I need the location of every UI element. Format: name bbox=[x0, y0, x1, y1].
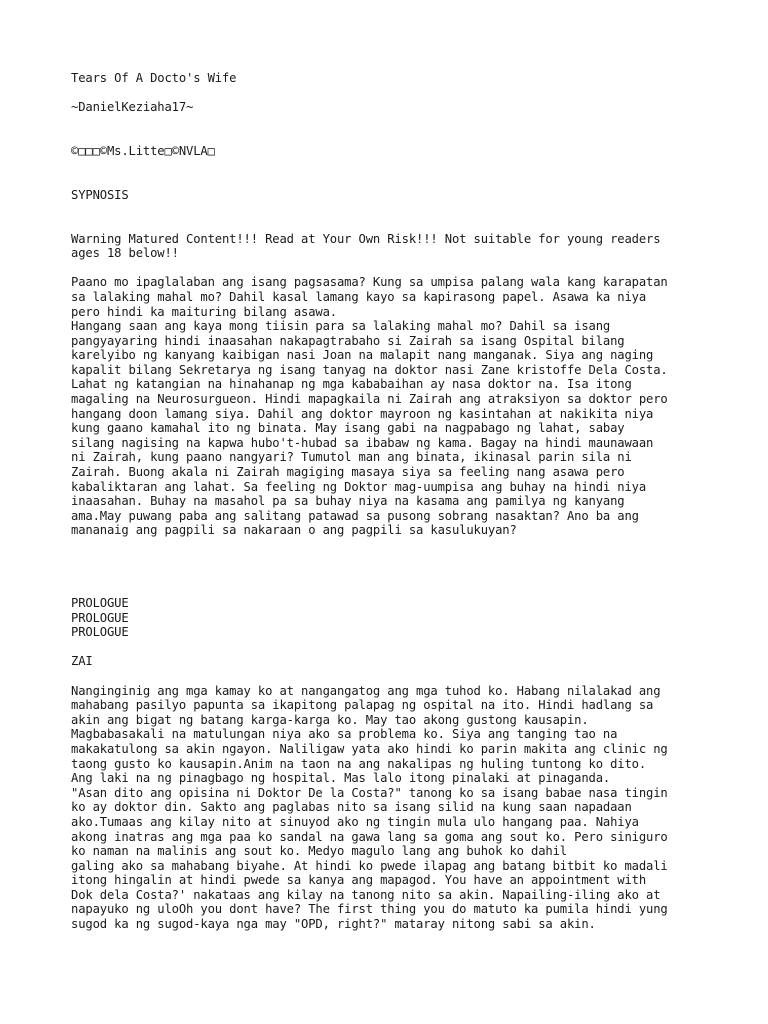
chapter-marker: ZAI bbox=[71, 654, 93, 669]
text-line: Nanginginig ang mga kamay ko at nangangatog ang mga tuhod ko. Habang nilalakad ang bbox=[71, 683, 661, 698]
synopsis-body bbox=[71, 275, 731, 538]
text-line: Lahat ng katangian na hinahanap ng mga kababaihan ay nasa doktor na. Isa itong bbox=[71, 377, 632, 392]
text-line: Zairah. Buong akala ni Zairah magiging masaya siya sa feeling nang asawa pero bbox=[71, 465, 625, 480]
text-line: Paano mo ipaglalaban ang isang pagsasama? Kung sa umpisa palang wala kang karapatan bbox=[71, 275, 668, 290]
text-line: mananaig ang pagpili sa nakaraan o ang pagpili sa kasulukuyan? bbox=[71, 523, 517, 538]
warning-paragraph bbox=[71, 232, 731, 261]
text-line: taong gusto ko kausapin.Anim na taon na ang nakalipas ng huling tuntong ko dito. bbox=[71, 756, 646, 771]
credits-line: ©□□□©Ms.Litte□©NVLA□ bbox=[71, 143, 215, 158]
text-line: Ang laki na ng pinagbago ng hospital. Mas lalo itong pinalaki at pinaganda. bbox=[71, 771, 611, 786]
text-line: galing ako sa mahabang biyahe. At hindi ko pwede ilapag ang batang bitbit ko madali bbox=[71, 858, 668, 873]
text-line: ko naman na malinis ang sout ko. Medyo magulo lang ang buhok ko dahil bbox=[71, 844, 567, 859]
text-line: "Asan dito ang opisina ni Doktor De la Costa?" tanong ko sa isang babae nasa tingin bbox=[71, 785, 668, 800]
text-line: magaling na Neurosurgueon. Hindi mapagkaila ni Zairah ang atraksiyon sa doktor pero bbox=[71, 392, 668, 407]
text-line: Dok dela Costa?' nakataas ang kilay na tanong nito sa akin. Napailing-iling ako at bbox=[71, 887, 661, 902]
text-line: Hangang saan ang kaya mong tiisin para sa lalaking mahal mo? Dahil sa isang bbox=[71, 319, 611, 334]
document-page bbox=[71, 71, 731, 932]
text-line: sa lalaking mahal mo? Dahil kasal lamang kayo sa kapirasong papel. Asawa ka niya bbox=[71, 289, 646, 304]
author-line: ~DanielKeziaha17~ bbox=[71, 100, 194, 115]
prologue-heading: PROLOGUE bbox=[71, 596, 129, 610]
text-line: hangang doon lamang siya. Dahil ang doktor mayroon ng kasintahan at nakikita niya bbox=[71, 406, 654, 421]
text-line: inaasahan. Buhay na masahol pa sa buhay niya na kasama ang pamilya ng kanyang bbox=[71, 494, 625, 509]
synopsis-heading: SYPNOSIS bbox=[71, 187, 129, 202]
text-line: kapalit bilang Sekretarya ng isang tanyag na doktor nasi Zane kristoffe Dela Costa. bbox=[71, 362, 668, 377]
text-line: ko ay doktor din. Sakto ang paglabas nito sa isang silid na kung saan napadaan bbox=[71, 800, 632, 815]
text-line: napayuko ng uloOh you dont have? The first thing you do matuto ka pumila hindi yung bbox=[71, 902, 668, 917]
warning-line: ages 18 below!! bbox=[71, 246, 179, 261]
text-line: ama.May puwang paba ang salitang patawad sa pusong sobrang nasaktan? Ano ba ang bbox=[71, 508, 639, 523]
text-line: itong hingalin at hindi pwede sa kanya ang mapagod. You have an appointment with bbox=[71, 873, 646, 888]
warning-line: Warning Matured Content!!! Read at Your Own Risk!!! Not suitable for young readers bbox=[71, 231, 661, 246]
document-title: Tears Of A Docto's Wife bbox=[71, 71, 237, 85]
text-line: Magbabasakali na matulungan niya ako sa problema ko. Siya ang tanging tao na bbox=[71, 727, 618, 742]
prologue-heading: PROLOGUE bbox=[71, 625, 129, 640]
text-line: ni Zairah, kung paano nangyari? Tumutol man ang binata, ikinasal parin sila ni bbox=[71, 450, 632, 465]
text-line: akong inatras ang mga paa ko sandal na gawa lang sa goma ang sout ko. Pero siniguro bbox=[71, 829, 668, 844]
text-line: kabaliktaran ang lahat. Sa feeling ng Doktor mag-uumpisa ang buhay na hindi niya bbox=[71, 479, 646, 494]
text-line: kung gaano kamahal ito ng binata. May isang gabi na nagpabago ng lahat, sabay bbox=[71, 421, 625, 436]
text-line: pero hindi ka maituring bilang asawa. bbox=[71, 304, 337, 319]
text-line: sugod ka ng sugod-kaya nga may "OPD, right?" mataray nitong sabi sa akin. bbox=[71, 917, 596, 932]
text-line: makakatulong sa akin ngayon. Naliligaw yata ako hindi ko parin makita ang clinic ng bbox=[71, 741, 668, 756]
prologue-heading: PROLOGUE bbox=[71, 610, 129, 625]
text-line: akin ang bigat ng batang karga-karga ko. May tao akong gustong kausapin. bbox=[71, 712, 589, 727]
text-line: pangyayaring hindi inaasahan nakapagtrabaho si Zairah sa isang Ospital bilang bbox=[71, 333, 625, 348]
text-line: karelyibo ng kanyang kaibigan nasi Joan na malapit nang manganak. Siya ang naging bbox=[71, 348, 654, 363]
text-line: mahabang pasilyo papunta sa ikapitong palapag ng ospital na ito. Hindi hadlang sa bbox=[71, 698, 654, 713]
text-line: ako.Tumaas ang kilay nito at sinuyod ako ng tingin mula ulo hangang paa. Nahiya bbox=[71, 814, 639, 829]
prologue-body bbox=[71, 684, 731, 932]
text-line: silang nagising na kapwa hubo't-hubad sa ibabaw ng kama. Bagay na hindi maunawaan bbox=[71, 435, 654, 450]
